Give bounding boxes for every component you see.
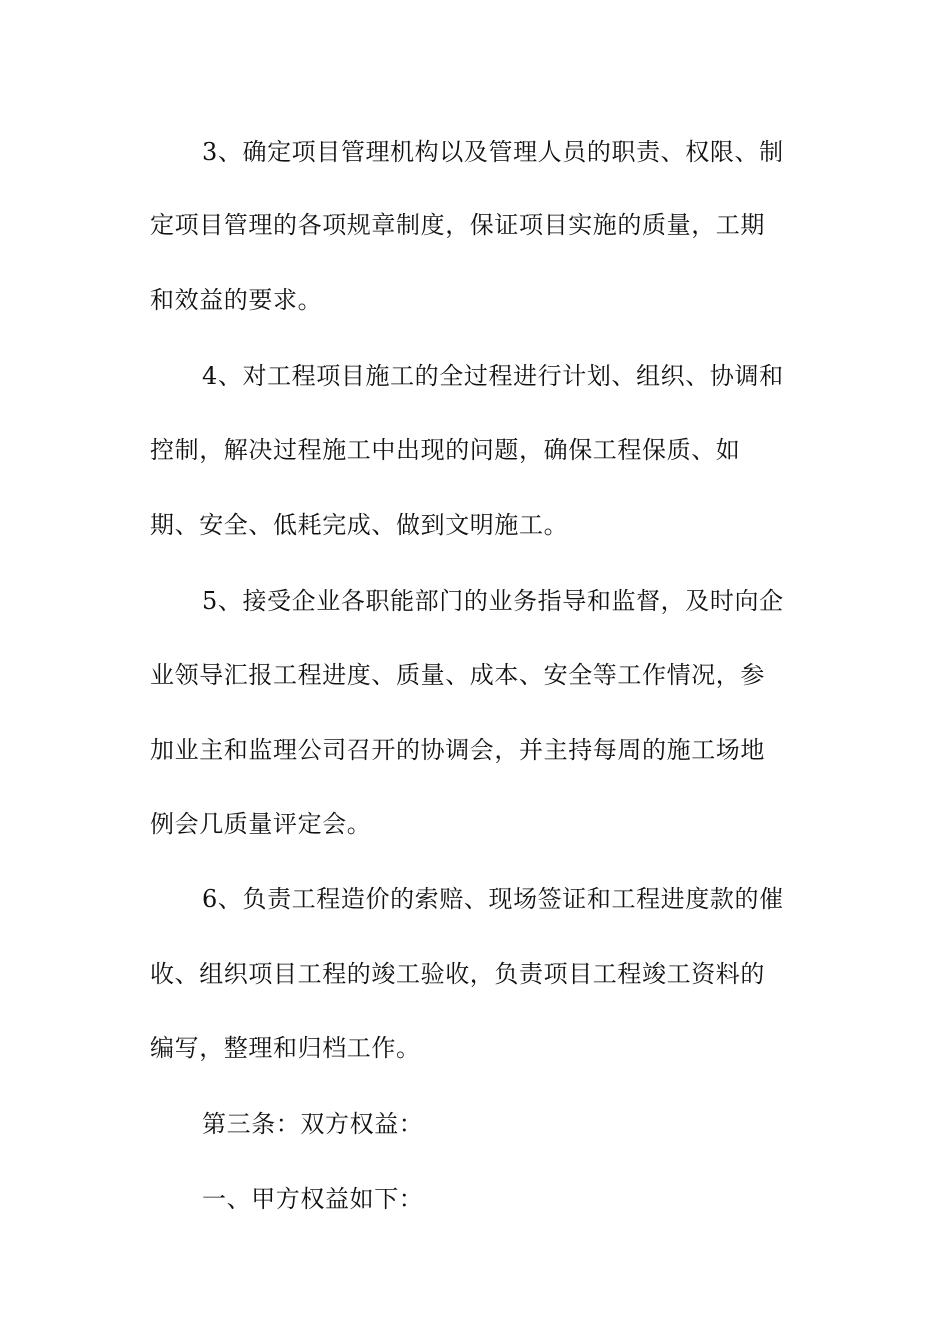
item-4-line-3: 期、安全、低耗完成、做到文明施工。	[150, 511, 569, 539]
item-6-line-1: 6、负责工程造价的索赔、现场签证和工程进度款的催	[202, 885, 784, 913]
item-4-line-1: 4、对工程项目施工的全过程进行计划、组织、协调和	[202, 362, 784, 390]
subsection-heading: 一、甲方权益如下：	[202, 1185, 424, 1213]
item-3-line-1: 3、确定项目管理机构以及管理人员的职责、权限、制	[202, 138, 784, 166]
section-heading: 第三条：双方权益：	[202, 1110, 424, 1138]
item-5-line-1: 5、接受企业各职能部门的业务指导和监督，及时向企	[202, 587, 784, 615]
item-5-line-4: 例会几质量评定会。	[150, 810, 372, 838]
item-6-line-2: 收、组织项目工程的竣工验收，负责项目工程竣工资料的	[150, 960, 765, 988]
item-3-line-3: 和效益的要求。	[150, 286, 323, 314]
item-6-line-3: 编写，整理和归档工作。	[150, 1034, 421, 1062]
item-4-line-2: 控制，解决过程施工中出现的问题，确保工程保质、如	[150, 436, 741, 464]
item-5-line-2: 业领导汇报工程进度、质量、成本、安全等工作情况，参	[150, 661, 765, 689]
item-3-line-2: 定项目管理的各项规章制度，保证项目实施的质量，工期	[150, 211, 765, 239]
item-5-line-3: 加业主和监理公司召开的协调会，并主持每周的施工场地	[150, 736, 765, 764]
